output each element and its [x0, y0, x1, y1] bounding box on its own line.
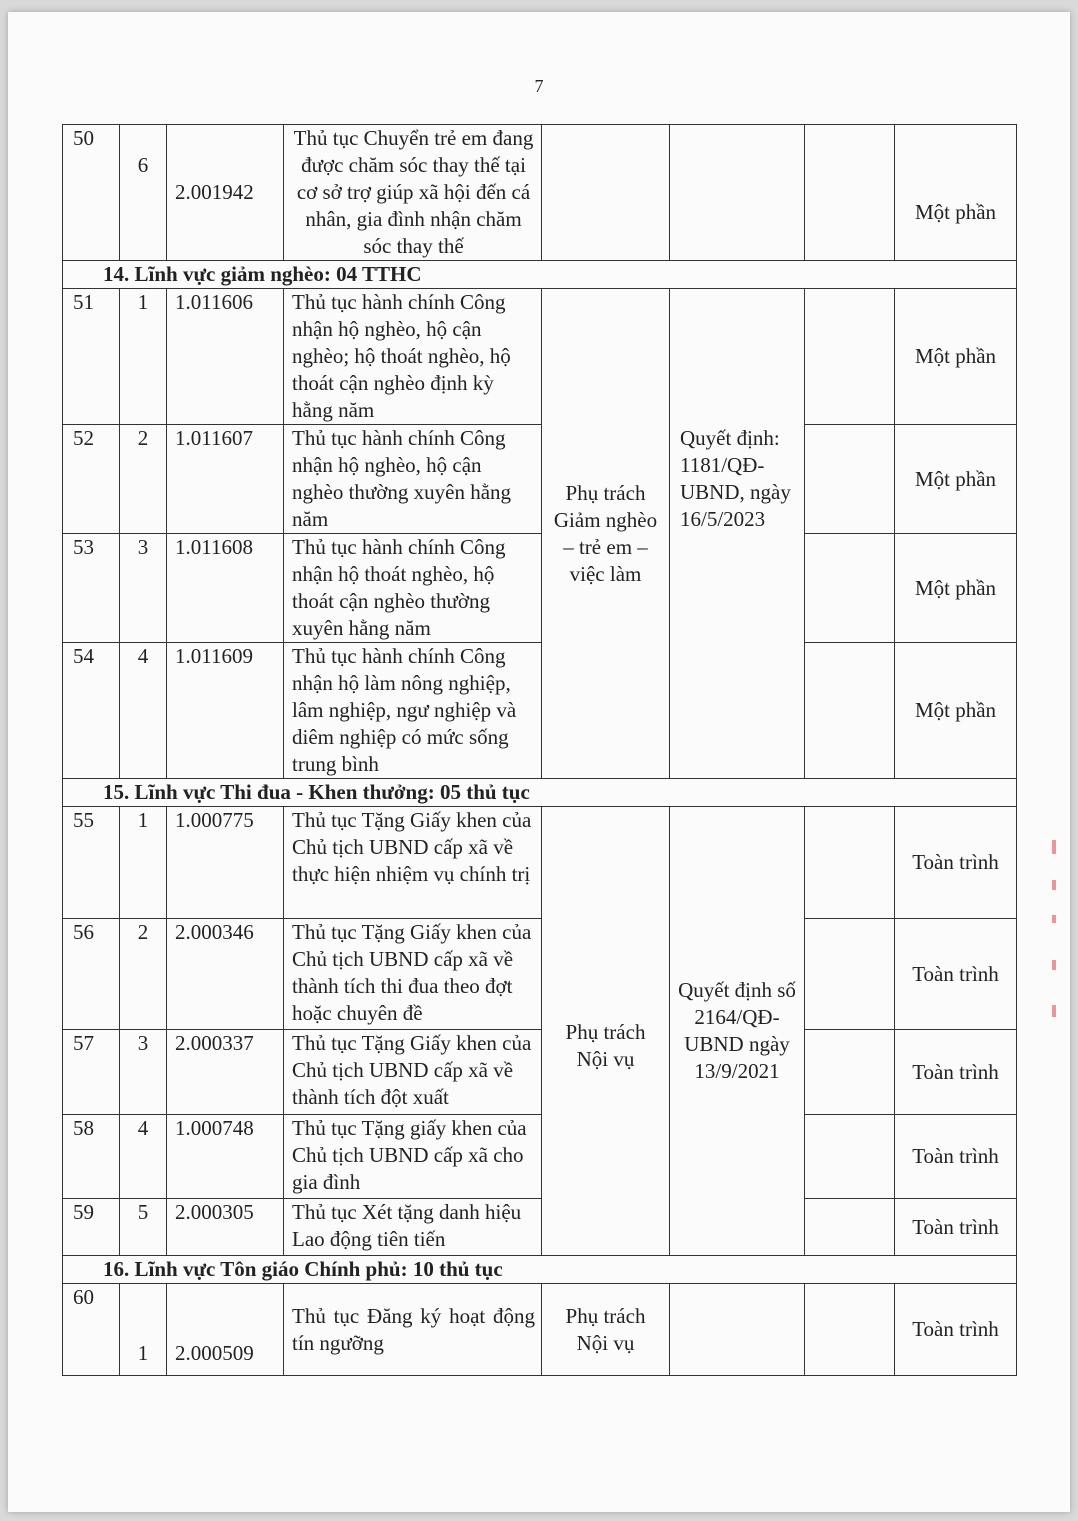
empty-cell [805, 1115, 895, 1199]
service-level: Toàn trình [895, 807, 1017, 919]
row-number: 2 [120, 425, 167, 534]
row-number: 1 [120, 289, 167, 425]
decision-cell [670, 1284, 805, 1376]
procedure-name: Thủ tục Tặng Giấy khen của Chủ tịch UBND cấp xã về thực hiện nhiệm vụ chính trị [284, 807, 542, 919]
procedure-name: Thủ tục hành chính Công nhận hộ làm nông nghiệp, lâm nghiệp, ngư nghiệp và diêm nghiệp có mức sống trung bình [284, 643, 542, 779]
empty-cell [805, 807, 895, 919]
section-row [63, 261, 1017, 289]
decision-cell: Quyết định số 2164/QĐ-UBND ngày 13/9/2021 [670, 807, 805, 1256]
service-level: Toàn trình [895, 1115, 1017, 1199]
row-stt: 53 [63, 534, 120, 643]
empty-cell [805, 1199, 895, 1256]
service-level: Toàn trình [895, 1199, 1017, 1256]
responsible-cell: Phụ trách Nội vụ [542, 807, 670, 1256]
row-stt: 56 [63, 919, 120, 1030]
table-row [63, 1284, 1017, 1376]
row-number: 1 [120, 1284, 167, 1376]
procedure-code: 1.000775 [167, 807, 284, 919]
service-level: Toàn trình [895, 1030, 1017, 1115]
empty-cell [805, 1284, 895, 1376]
procedure-name: Thủ tục Đăng ký hoạt động tín ngưỡng [284, 1284, 542, 1376]
procedure-code: 1.011606 [167, 289, 284, 425]
procedure-code: 1.000748 [167, 1115, 284, 1199]
procedure-code: 1.011608 [167, 534, 284, 643]
row-stt: 51 [63, 289, 120, 425]
empty-cell [805, 289, 895, 425]
section-row [63, 779, 1017, 807]
row-number: 4 [120, 1115, 167, 1199]
procedure-name: Thủ tục Tặng Giấy khen của Chủ tịch UBND cấp xã về thành tích thi đua theo đợt hoặc chuyên đề [284, 919, 542, 1030]
margin-mark [1052, 880, 1056, 890]
empty-cell [805, 534, 895, 643]
table-row [63, 1115, 1017, 1199]
row-number: 1 [120, 807, 167, 919]
service-level: Toàn trình [895, 1284, 1017, 1376]
section-title: 15. Lĩnh vực Thi đua - Khen thưởng: 05 thủ tục [63, 779, 1017, 807]
margin-mark [1052, 840, 1056, 854]
row-stt: 59 [63, 1199, 120, 1256]
table-row [63, 534, 1017, 643]
service-level: Một phần [895, 425, 1017, 534]
procedure-name: Thủ tục Xét tặng danh hiệu Lao động tiên tiến [284, 1199, 542, 1256]
section-row [63, 1256, 1017, 1284]
responsible-cell: Phụ trách Nội vụ [542, 1284, 670, 1376]
table-row [63, 425, 1017, 534]
procedure-name: Thủ tục Tặng giấy khen của Chủ tịch UBND cấp xã cho gia đình [284, 1115, 542, 1199]
service-level: Một phần [895, 643, 1017, 779]
table-row [63, 807, 1017, 919]
procedure-code: 1.011607 [167, 425, 284, 534]
empty-cell [805, 643, 895, 779]
procedure-name: Thủ tục hành chính Công nhận hộ nghèo, hộ cận nghèo thường xuyên hằng năm [284, 425, 542, 534]
service-level: Một phần [895, 125, 1017, 261]
row-number: 5 [120, 1199, 167, 1256]
responsible-cell: Phụ trách Giảm nghèo – trẻ em – việc làm [542, 289, 670, 779]
service-level: Một phần [895, 289, 1017, 425]
procedure-code: 1.011609 [167, 643, 284, 779]
row-number: 3 [120, 534, 167, 643]
margin-mark [1052, 960, 1056, 970]
procedure-name: Thủ tục hành chính Công nhận hộ nghèo, hộ cận nghèo; hộ thoát nghèo, hộ thoát cận nghèo định kỳ hằng năm [284, 289, 542, 425]
row-number: 4 [120, 643, 167, 779]
procedure-code: 2.000509 [167, 1284, 284, 1376]
procedure-name: Thủ tục Tặng Giấy khen của Chủ tịch UBND cấp xã về thành tích đột xuất [284, 1030, 542, 1115]
row-number: 6 [120, 125, 167, 261]
service-level: Toàn trình [895, 919, 1017, 1030]
procedure-code: 2.000346 [167, 919, 284, 1030]
empty-cell [805, 919, 895, 1030]
empty-cell [805, 1030, 895, 1115]
page-number: 7 [534, 76, 544, 96]
row-number: 3 [120, 1030, 167, 1115]
row-stt: 54 [63, 643, 120, 779]
procedure-name: Thủ tục hành chính Công nhận hộ thoát nghèo, hộ thoát cận nghèo thường xuyên hằng năm [284, 534, 542, 643]
row-stt: 58 [63, 1115, 120, 1199]
row-stt: 60 [63, 1284, 120, 1376]
section-title: 14. Lĩnh vực giảm nghèo: 04 TTHC [63, 261, 1017, 289]
table-row [63, 643, 1017, 779]
row-stt: 57 [63, 1030, 120, 1115]
empty-cell [805, 425, 895, 534]
row-stt: 55 [63, 807, 120, 919]
table-row [63, 919, 1017, 1030]
responsible-cell [542, 125, 670, 261]
procedure-code: 2.000337 [167, 1030, 284, 1115]
table-row [63, 289, 1017, 425]
section-title: 16. Lĩnh vực Tôn giáo Chính phủ: 10 thủ tục [63, 1256, 1017, 1284]
row-number: 2 [120, 919, 167, 1030]
procedure-table [62, 124, 1017, 1376]
procedure-name: Thủ tục Chuyển trẻ em đang được chăm sóc thay thế tại cơ sở trợ giúp xã hội đến cá nhân, gia đình nhận chăm sóc thay thế [284, 125, 542, 261]
service-level: Một phần [895, 534, 1017, 643]
margin-mark [1052, 1005, 1056, 1017]
table-row [63, 1199, 1017, 1256]
table-row [63, 1030, 1017, 1115]
margin-mark [1052, 915, 1056, 923]
table-row [63, 125, 1017, 261]
procedure-code: 2.001942 [167, 125, 284, 261]
procedure-code: 2.000305 [167, 1199, 284, 1256]
decision-cell [670, 125, 805, 261]
row-stt: 50 [63, 125, 120, 261]
row-stt: 52 [63, 425, 120, 534]
decision-cell: Quyết định: 1181/QĐ-UBND, ngày 16/5/2023 [670, 289, 805, 779]
empty-cell [805, 125, 895, 261]
